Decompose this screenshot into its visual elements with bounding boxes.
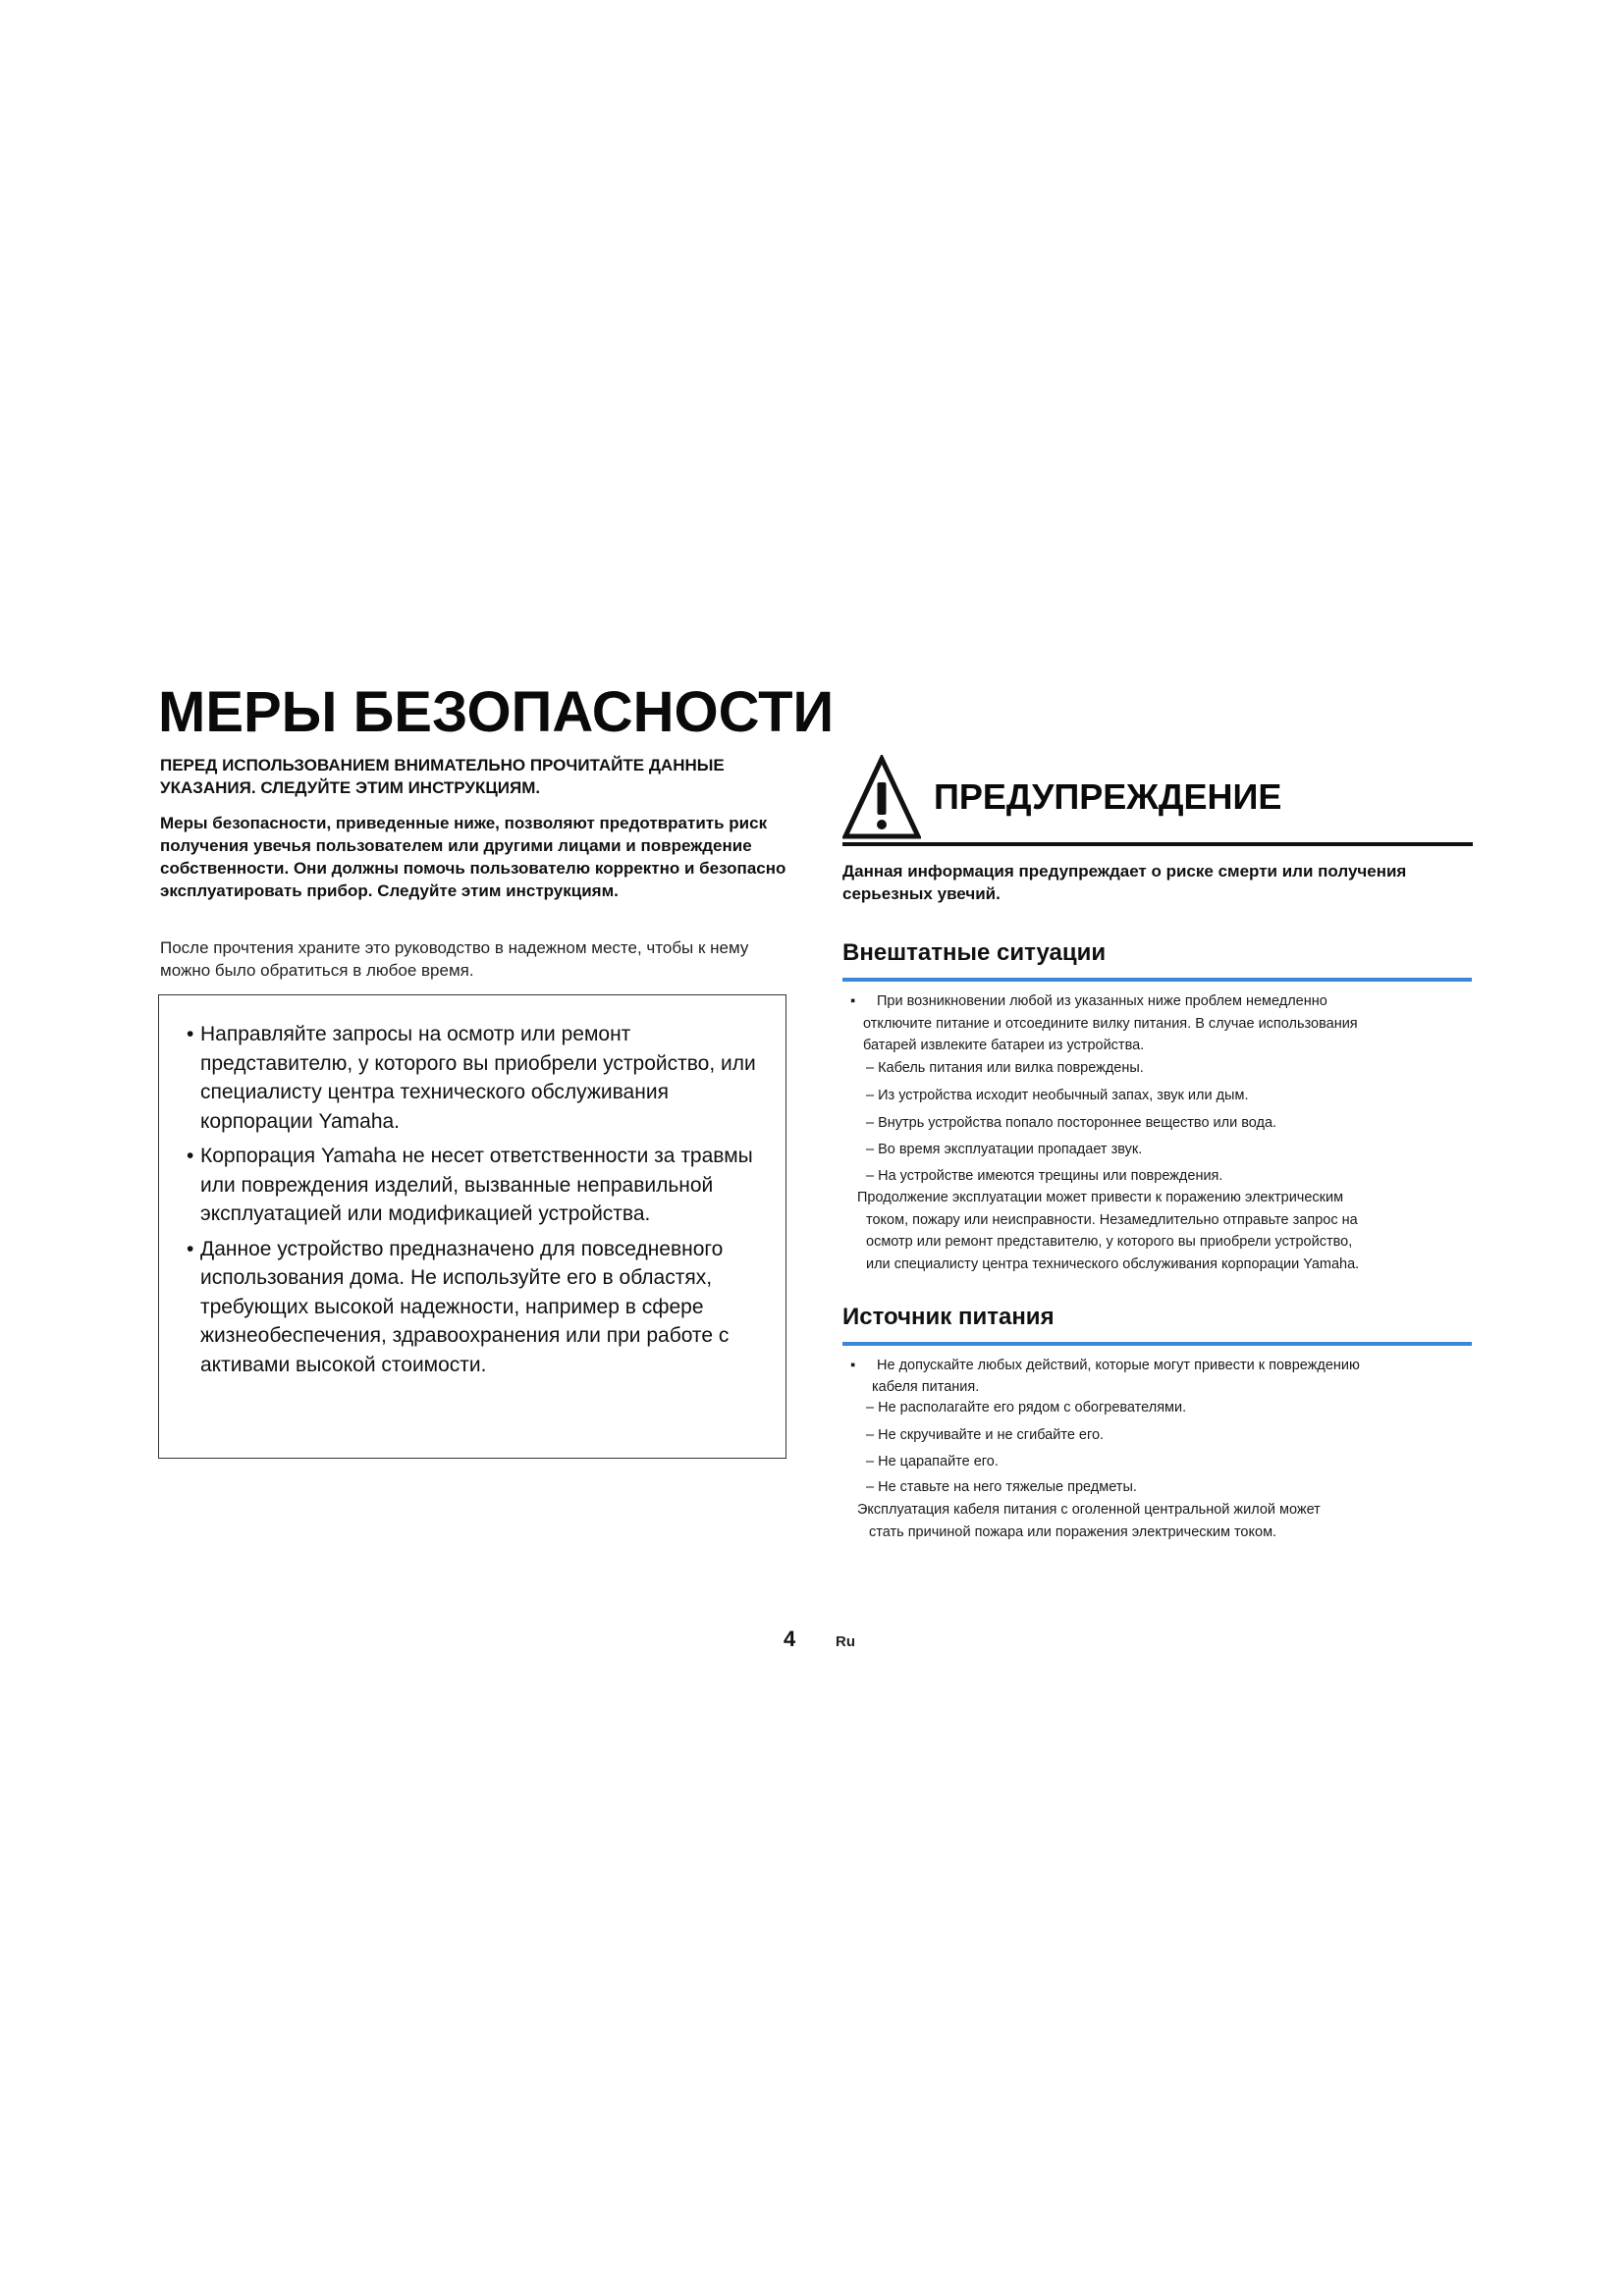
notice-item-text: Направляйте запросы на осмотр или ремонт представителю, у которого вы приобрели устройство, или специалисту центра технического обслуживания корпорации Yamaha. (200, 1023, 756, 1133)
intro-bold-paragraph: Меры безопасности, приведенные ниже, позволяют предотвратить риск получения увечья пользователем или другими лицами и повреждение собственности. Они должны помочь пользователю корректно и безопасно эксплуатировать прибор. Следуйте этим инструкциям. (160, 814, 786, 900)
text-line: – Кабель питания или вилка повреждены. (866, 1060, 1144, 1076)
text-line: При возникновении любой из указанных ниже проблем немедленно (877, 993, 1327, 1009)
text-line: – Не ставьте на него тяжелые предметы. (866, 1479, 1137, 1495)
section-divider (842, 1342, 1472, 1346)
text-line: Не допускайте любых действий, которые могут привести к повреждению (877, 1358, 1360, 1373)
bullet-icon: ▪ (850, 1358, 856, 1373)
notice-item (179, 1142, 768, 1229)
text-line: – На устройстве имеются трещины или повреждения. (866, 1168, 1223, 1184)
text-line: или специалисту центра технического обслуживания корпорации Yamaha. (866, 1256, 1360, 1272)
bullet-icon: ▪ (850, 993, 856, 1009)
page-number: 4 (784, 1627, 796, 1651)
text-line: – Не царапайте его. (866, 1454, 999, 1469)
text-line: – Не располагайте его рядом с обогревателями. (866, 1400, 1187, 1415)
notice-box (158, 994, 786, 1459)
bullet-icon: • (187, 1023, 194, 1045)
warning-divider (842, 842, 1473, 846)
page-subtitle: ПЕРЕД ИСПОЛЬЗОВАНИЕМ ВНИМАТЕЛЬНО ПРОЧИТАЙТЕ ДАННЫЕ УКАЗАНИЯ. СЛЕДУЙТЕ ЭТИМ ИНСТРУКЦИЯМ. (160, 756, 725, 797)
text-line: – Из устройства исходит необычный запах, звук или дым. (866, 1088, 1249, 1103)
text-line: кабеля питания. (872, 1379, 980, 1395)
notice-item-text: Данное устройство предназначено для повседневного использования дома. Не используйте его в областях, требующих высокой надежности, например в сфере жизнеобеспечения, здравоохранения или при работе с активами высокой стоимости. (200, 1237, 730, 1376)
text-line: током, пожару или неисправности. Незамедлительно отправьте запрос на (866, 1212, 1358, 1228)
page-title: МЕРЫ БЕЗОПАСНОСТИ (158, 680, 835, 744)
notice-item (179, 1020, 768, 1136)
text-line: – Не скручивайте и не сгибайте его. (866, 1427, 1105, 1443)
text-line: стать причиной пожара или поражения электрическим током. (869, 1524, 1277, 1540)
warning-description: Данная информация предупреждает о риске смерти или получения серьезных увечий. (842, 862, 1407, 903)
text-line: осмотр или ремонт представителю, у которого вы приобрели устройство, (866, 1234, 1353, 1250)
intro-paragraph: После прочтения храните это руководство в надежном месте, чтобы к нему можно было обратиться в любое время. (160, 938, 749, 980)
bullet-icon: • (187, 1237, 194, 1260)
warning-title: ПРЕДУПРЕЖДЕНИЕ (934, 776, 1282, 817)
section-title-emergency: Внештатные ситуации (842, 939, 1107, 966)
section-title-power: Источник питания (842, 1304, 1055, 1330)
text-line: отключите питание и отсоедините вилку питания. В случае использования (863, 1016, 1358, 1032)
bullet-icon: • (187, 1145, 194, 1167)
page-language: Ru (836, 1633, 855, 1650)
warning-triangle-icon (842, 755, 921, 840)
section-divider (842, 978, 1472, 982)
text-line: Эксплуатация кабеля питания с оголенной центральной жилой может (857, 1502, 1321, 1518)
notice-item-text: Корпорация Yamaha не несет ответственности за травмы или повреждения изделий, вызванные неправильной эксплуатацией или модификацией устройства. (200, 1145, 753, 1225)
text-line: Продолжение эксплуатации может привести к поражению электрическим (857, 1190, 1344, 1205)
text-line: батарей извлеките батареи из устройства. (863, 1038, 1145, 1053)
text-line: – Внутрь устройства попало постороннее вещество или вода. (866, 1115, 1277, 1131)
warning-header (842, 755, 1473, 848)
notice-item (179, 1235, 768, 1380)
text-line: – Во время эксплуатации пропадает звук. (866, 1142, 1143, 1157)
